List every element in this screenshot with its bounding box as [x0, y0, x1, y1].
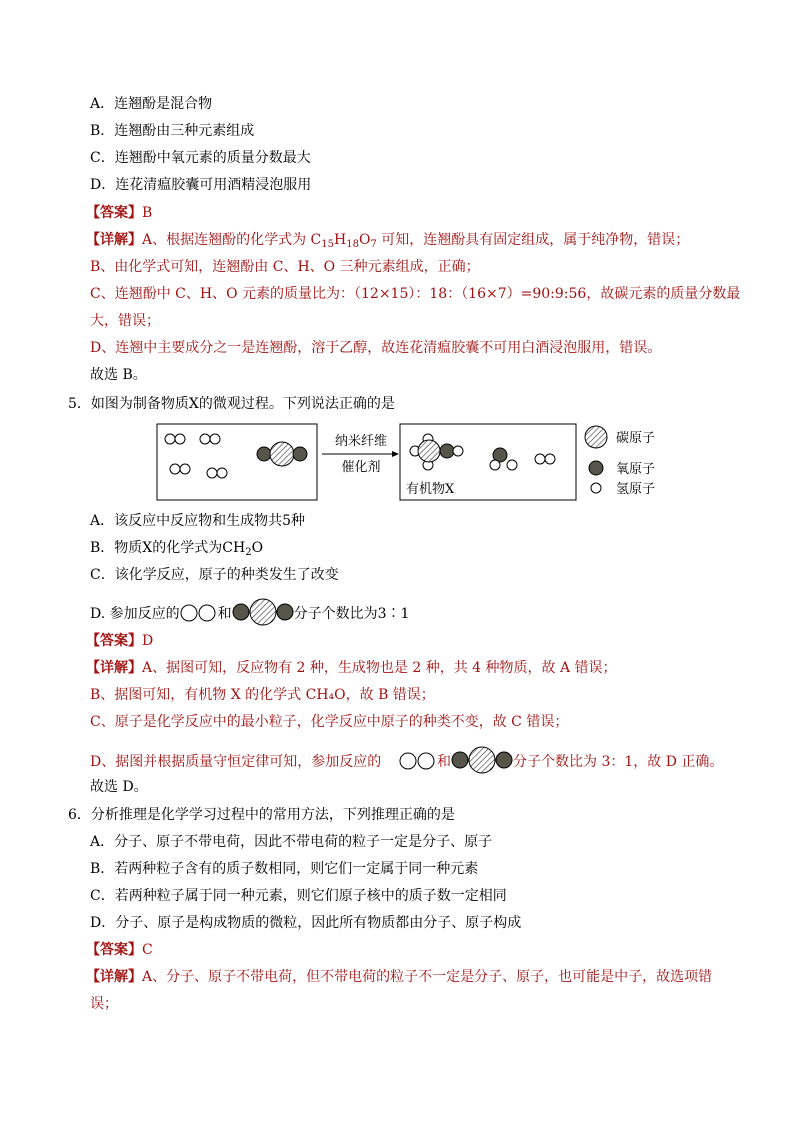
- q5-answer: [86, 632, 153, 650]
- carbon-legend-icon: [585, 426, 607, 448]
- co2-molecule-icon: [451, 746, 513, 774]
- q5-conclusion: 故选 D。: [90, 779, 148, 795]
- option-text: B．物质X的化学式为CH: [90, 540, 246, 556]
- q4-detail-a: [86, 231, 689, 249]
- q5-option-c: C．该化学反应，原子的种类发生了改变: [90, 567, 339, 583]
- q5-option-b: [90, 539, 263, 557]
- q6-detail-a-line1: [86, 968, 712, 986]
- product-label: 有机物X: [406, 482, 455, 497]
- arrow-label-top: 纳米纤维: [334, 434, 388, 449]
- answer-value: C: [142, 942, 153, 958]
- legend-carbon: 碳原子: [616, 431, 656, 446]
- option-text: 分子个数比为3∶1: [293, 606, 410, 622]
- formula-subscript: 7: [370, 239, 377, 250]
- q4-option-b: B．连翘酚由三种元素组成: [90, 123, 255, 139]
- formula-letter: O: [358, 232, 371, 248]
- hydrogen-legend-icon: [591, 483, 601, 493]
- q6-option-b: B．若两种粒子含有的质子数相同，则它们一定属于同一种元素: [90, 861, 479, 877]
- q6-answer: [86, 941, 153, 959]
- oxygen-legend-icon: [589, 461, 603, 475]
- co2-molecule: [257, 442, 307, 466]
- h2-molecule: [200, 434, 220, 444]
- methanol-molecule: [410, 434, 463, 470]
- detail-text: A、根据连翘酚的化学式为 C: [142, 232, 322, 248]
- formula-subscript: 2: [245, 547, 252, 558]
- h2-molecule-icon: [180, 603, 218, 623]
- answer-tag: 【答案】: [86, 633, 142, 649]
- legend-hydrogen: 氢原子: [616, 482, 656, 497]
- q6-option-a: A．分子、原子不带电荷，因此不带电荷的粒子一定是分子、原子: [90, 834, 493, 850]
- q4-option-a: A．连翘酚是混合物: [90, 96, 213, 112]
- detail-text: 可知，连翘酚具有固定组成，属于纯净物，错误；: [376, 232, 690, 248]
- option-text: D. 参加反应的: [90, 606, 180, 622]
- h2-molecule: [170, 464, 190, 474]
- detail-tag: 【详解】: [86, 969, 142, 985]
- water-molecule: [490, 448, 517, 470]
- reaction-diagram: [156, 423, 676, 503]
- detail-text: A、分子、原子不带电荷，但不带电荷的粒子不一定是分子、原子，也可能是中子，故选项错: [142, 969, 713, 985]
- arrow-label-bottom: 催化剂: [341, 460, 381, 475]
- q4-answer: [86, 204, 152, 222]
- detail-text: 和: [437, 754, 452, 770]
- answer-tag: 【答案】: [86, 205, 142, 221]
- q4-option-c: C．连翘酚中氧元素的质量分数最大: [90, 150, 311, 166]
- option-text: O: [251, 540, 264, 556]
- q4-detail-c-line1: C、连翘酚中 C、H、O 元素的质量比为：（12×15）：18：（16×7）=90:9:56，故碳元素的质量分数最: [90, 286, 741, 302]
- q4-detail-d: D、连翘中主要成分之一是连翘酚，溶于乙醇，故连花清瘟胶囊不可用白酒浸泡服用，错误。: [90, 340, 662, 356]
- q5-detail-c: C、原子是化学反应中的最小粒子，化学反应中原子的种类不变，故 C 错误；: [90, 714, 569, 730]
- h2-molecule-icon: [399, 751, 437, 771]
- q5-option-a: A．该反应中反应物和生成物共5种: [90, 513, 306, 529]
- q4-option-d: D．连花清瘟胶囊可用酒精浸泡服用: [90, 177, 312, 193]
- co2-molecule-icon: [232, 598, 294, 626]
- h2-molecule: [165, 434, 185, 444]
- q5-detail-d: [90, 746, 723, 774]
- detail-text: D、据图并根据质量守恒定律可知，参加反应的: [90, 754, 382, 770]
- formula-letter: H: [334, 232, 347, 248]
- q6-option-c: C．若两种粒子属于同一种元素，则它们原子核中的质子数一定相同: [90, 888, 507, 904]
- q4-conclusion: 故选 B。: [90, 367, 147, 383]
- q6-option-d: D．分子、原子是构成物质的微粒，因此所有物质都由分子、原子构成: [90, 915, 522, 931]
- q5-detail-b: B、据图可知，有机物 X 的化学式 CH₄O，故 B 错误；: [90, 687, 435, 703]
- q6-stem: 6．分析推理是化学学习过程中的常用方法，下列推理正确的是: [68, 807, 455, 823]
- formula-subscript: 15: [321, 239, 335, 250]
- answer-value: B: [142, 205, 153, 221]
- detail-tag: 【详解】: [86, 232, 142, 248]
- h2-molecule: [207, 468, 227, 478]
- h2-molecule: [535, 454, 555, 464]
- q6-detail-a-line2: 误；: [90, 996, 118, 1012]
- option-text: 和: [217, 606, 232, 622]
- q5-stem: 5．如图为制备物质X的微观过程。下列说法正确的是: [68, 396, 395, 412]
- q4-detail-c-line2: 大，错误；: [90, 313, 160, 329]
- q5-option-d: [90, 598, 409, 626]
- detail-text: A、据图可知，反应物有 2 种，生成物也是 2 种，共 4 种物质，故 A 错误；: [142, 660, 617, 676]
- answer-value: D: [142, 633, 154, 649]
- formula-subscript: 18: [346, 239, 359, 250]
- detail-text: 分子个数比为 3：1，故 D 正确。: [513, 754, 724, 770]
- detail-tag: 【详解】: [86, 660, 142, 676]
- q5-detail-a: [86, 659, 617, 677]
- answer-tag: 【答案】: [86, 942, 142, 958]
- legend-oxygen: 氧原子: [616, 462, 656, 477]
- q4-detail-b: B、由化学式可知，连翘酚由 C、H、O 三种元素组成，正确；: [90, 259, 480, 275]
